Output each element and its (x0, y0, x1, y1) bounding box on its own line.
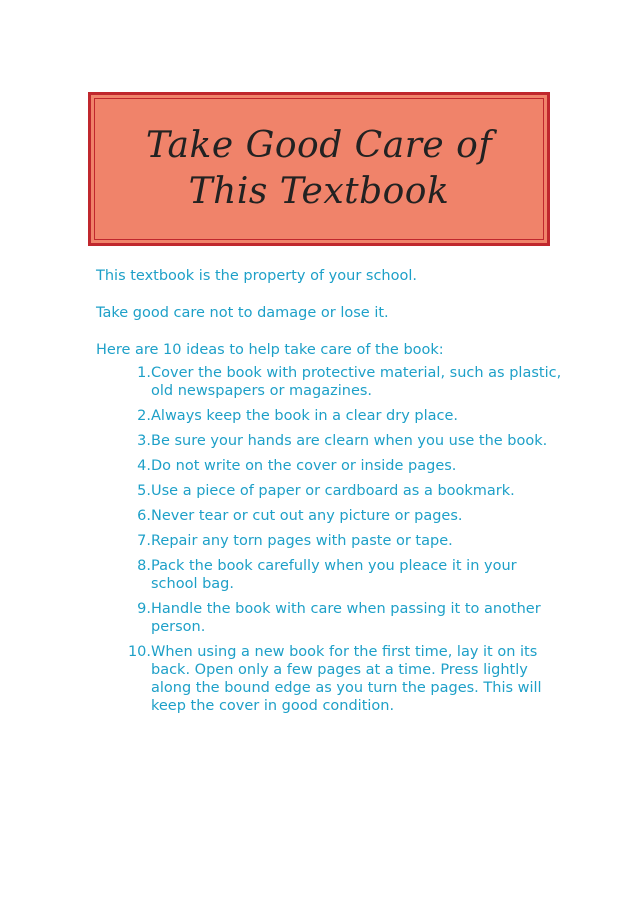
list-item-text: Handle the book with care when passing it to another person. (151, 601, 541, 635)
list-item-number: 7. (137, 533, 151, 549)
list-item (96, 407, 566, 425)
list-item-number: 4. (137, 458, 151, 474)
list-item (96, 457, 566, 475)
list-item-text: Repair any torn pages with paste or tape. (151, 533, 453, 549)
title-banner (88, 92, 550, 246)
title-line-1: Take Good Care of (145, 125, 493, 166)
list-item-number: 9. (137, 601, 151, 617)
list-item-number: 1. (137, 365, 151, 381)
list-item-number: 6. (137, 508, 151, 524)
list-item-number: 3. (137, 433, 151, 449)
list-item (96, 643, 566, 715)
list-item-number: 10. (127, 644, 151, 660)
list-item (96, 432, 566, 450)
list-item-text: Pack the book carefully when you pleace it in your school bag. (151, 558, 517, 592)
ideas-list (96, 364, 566, 722)
list-item-number: 5. (137, 483, 151, 499)
list-item-number: 2. (137, 408, 151, 424)
list-item (96, 532, 566, 550)
list-item-number: 8. (137, 558, 151, 574)
list-item (96, 557, 566, 593)
list-item-text: Always keep the book in a clear dry place. (151, 408, 459, 424)
intro-property: This textbook is the property of your school. (96, 268, 417, 284)
list-item-text: Be sure your hands are clearn when you use the book. (151, 433, 548, 449)
list-item-text: Use a piece of paper or cardboard as a bookmark. (151, 483, 515, 499)
list-item-text: Cover the book with protective material, such as plastic, old newspapers or magazines. (151, 365, 562, 399)
list-item-text: Do not write on the cover or inside pages. (151, 458, 457, 474)
intro-care: Take good care not to damage or lose it. (96, 305, 389, 321)
list-item-text: Never tear or cut out any picture or pages. (151, 508, 463, 524)
intro-ideas: Here are 10 ideas to help take care of the book: (96, 342, 444, 358)
list-item (96, 507, 566, 525)
list-item (96, 482, 566, 500)
list-item (96, 600, 566, 636)
list-item-text: When using a new book for the first time, lay it on its back. Open only a few pages at a time. Press lightly along the bound edge as you turn the pages. This will keep the cover in good condition. (151, 644, 542, 714)
title-line-2: This Textbook (188, 171, 450, 212)
list-item (96, 364, 566, 400)
